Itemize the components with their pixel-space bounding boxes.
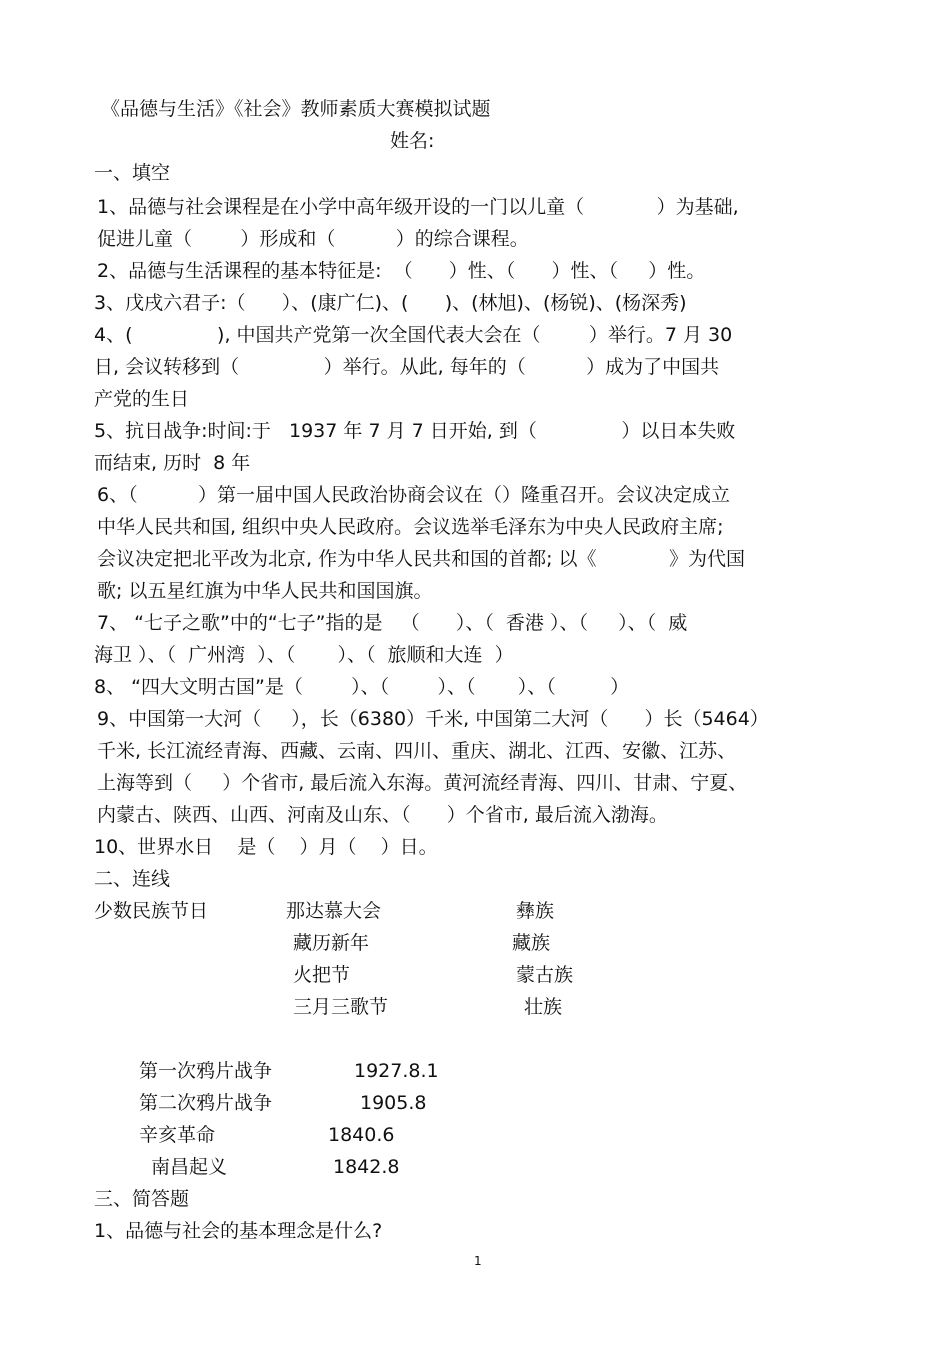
ethnic-group-item: 藏族 — [512, 932, 551, 954]
question-5-line-2: 而结束, 历时 8 年 — [94, 452, 251, 474]
name-label: 姓名: — [390, 130, 435, 152]
short-answer-question-1: 1、品德与社会的基本理念是什么? — [94, 1220, 383, 1242]
question-6-line-2: 中华人民共和国, 组织中央人民政府。会议选举毛泽东为中央人民政府主席; — [97, 516, 724, 538]
question-4-line-2: 日, 会议转移到（ ）举行。从此, 每年的（ ）成为了中国共 — [94, 356, 720, 378]
festival-item: 那达慕大会 — [286, 900, 382, 922]
date-item: 1905.8 — [360, 1092, 427, 1114]
page-title: 《品德与生活》《社会》教师素质大赛模拟试题 — [101, 98, 491, 120]
event-item: 南昌起义 — [151, 1156, 228, 1178]
event-item: 第二次鸦片战争 — [139, 1092, 273, 1114]
festival-item: 三月三歌节 — [293, 996, 389, 1018]
ethnic-group-item: 蒙古族 — [516, 964, 574, 986]
question-6-line-4: 歌; 以五星红旗为中华人民共和国国旗。 — [97, 580, 433, 602]
festival-item: 藏历新年 — [293, 932, 370, 954]
date-item: 1927.8.1 — [354, 1060, 439, 1082]
section-heading-short-answer: 三、简答题 — [94, 1188, 190, 1210]
festival-group-label: 少数民族节日 — [94, 900, 209, 922]
question-5-line-1: 5、抗日战争:时间:于 1937 年 7 月 7 日开始, 到（ ）以日本失败 — [94, 420, 736, 442]
section-heading-fill-blank: 一、填空 — [94, 162, 171, 184]
question-4-line-1: 4、( ), 中国共产党第一次全国代表大会在（ ）举行。7 月 30 — [94, 324, 733, 346]
question-9-line-3: 上海等到（ ）个省市, 最后流入东海。黄河流经青海、四川、甘肃、宁夏、 — [97, 772, 748, 794]
question-6-line-1: 6、（ ）第一届中国人民政治协商会议在（）隆重召开。会议决定成立 — [97, 484, 730, 506]
question-9-line-4: 内蒙古、陕西、山西、河南及山东、（ ）个省市, 最后流入渤海。 — [97, 804, 668, 826]
question-4-line-3: 产党的生日 — [94, 388, 190, 410]
festival-item: 火把节 — [293, 964, 351, 986]
question-7-line-2: 海卫 ）、（ 广州湾 ）、（ ）、（ 旅顺和大连 ） — [94, 644, 514, 666]
event-item: 辛亥革命 — [139, 1124, 216, 1146]
question-1-line-1: 1、品德与社会课程是在小学中高年级开设的一门以儿童（ ）为基础, — [97, 196, 739, 218]
ethnic-group-item: 壮族 — [524, 996, 563, 1018]
question-6-line-3: 会议决定把北平改为北京, 作为中华人民共和国的首都; 以《 》为代国 — [97, 548, 745, 570]
event-item: 第一次鸦片战争 — [139, 1060, 273, 1082]
page-number: 1 — [474, 1254, 482, 1268]
date-item: 1840.6 — [328, 1124, 395, 1146]
ethnic-group-item: 彝族 — [516, 900, 555, 922]
section-heading-matching: 二、连线 — [94, 868, 171, 890]
question-3: 3、戊戌六君子:（ ）、(康广仁)、( )、(林旭)、(杨锐)、(杨深秀) — [94, 292, 687, 314]
question-10: 10、世界水日 是（ ）月（ ）日。 — [94, 836, 438, 858]
question-9-line-1: 9、中国第一大河（ ），长（6380）千米, 中国第二大河（ ）长（5464） — [97, 708, 769, 730]
question-8: 8、 “四大文明古国”是（ ）、（ ）、（ ）、（ ） — [94, 676, 630, 698]
date-item: 1842.8 — [333, 1156, 400, 1178]
question-1-line-2: 促进儿童（ ）形成和（ ）的综合课程。 — [97, 228, 529, 250]
question-2: 2、品德与生活课程的基本特征是: （ ）性、（ ）性、（ ）性。 — [97, 260, 706, 282]
question-9-line-2: 千米, 长江流经青海、西藏、云南、四川、重庆、湖北、江西、安徽、江苏、 — [97, 740, 737, 762]
question-7-line-1: 7、 “七子之歌”中的“七子”指的是 （ ）、（ 香港 ）、（ ）、（ 威 — [97, 612, 688, 634]
